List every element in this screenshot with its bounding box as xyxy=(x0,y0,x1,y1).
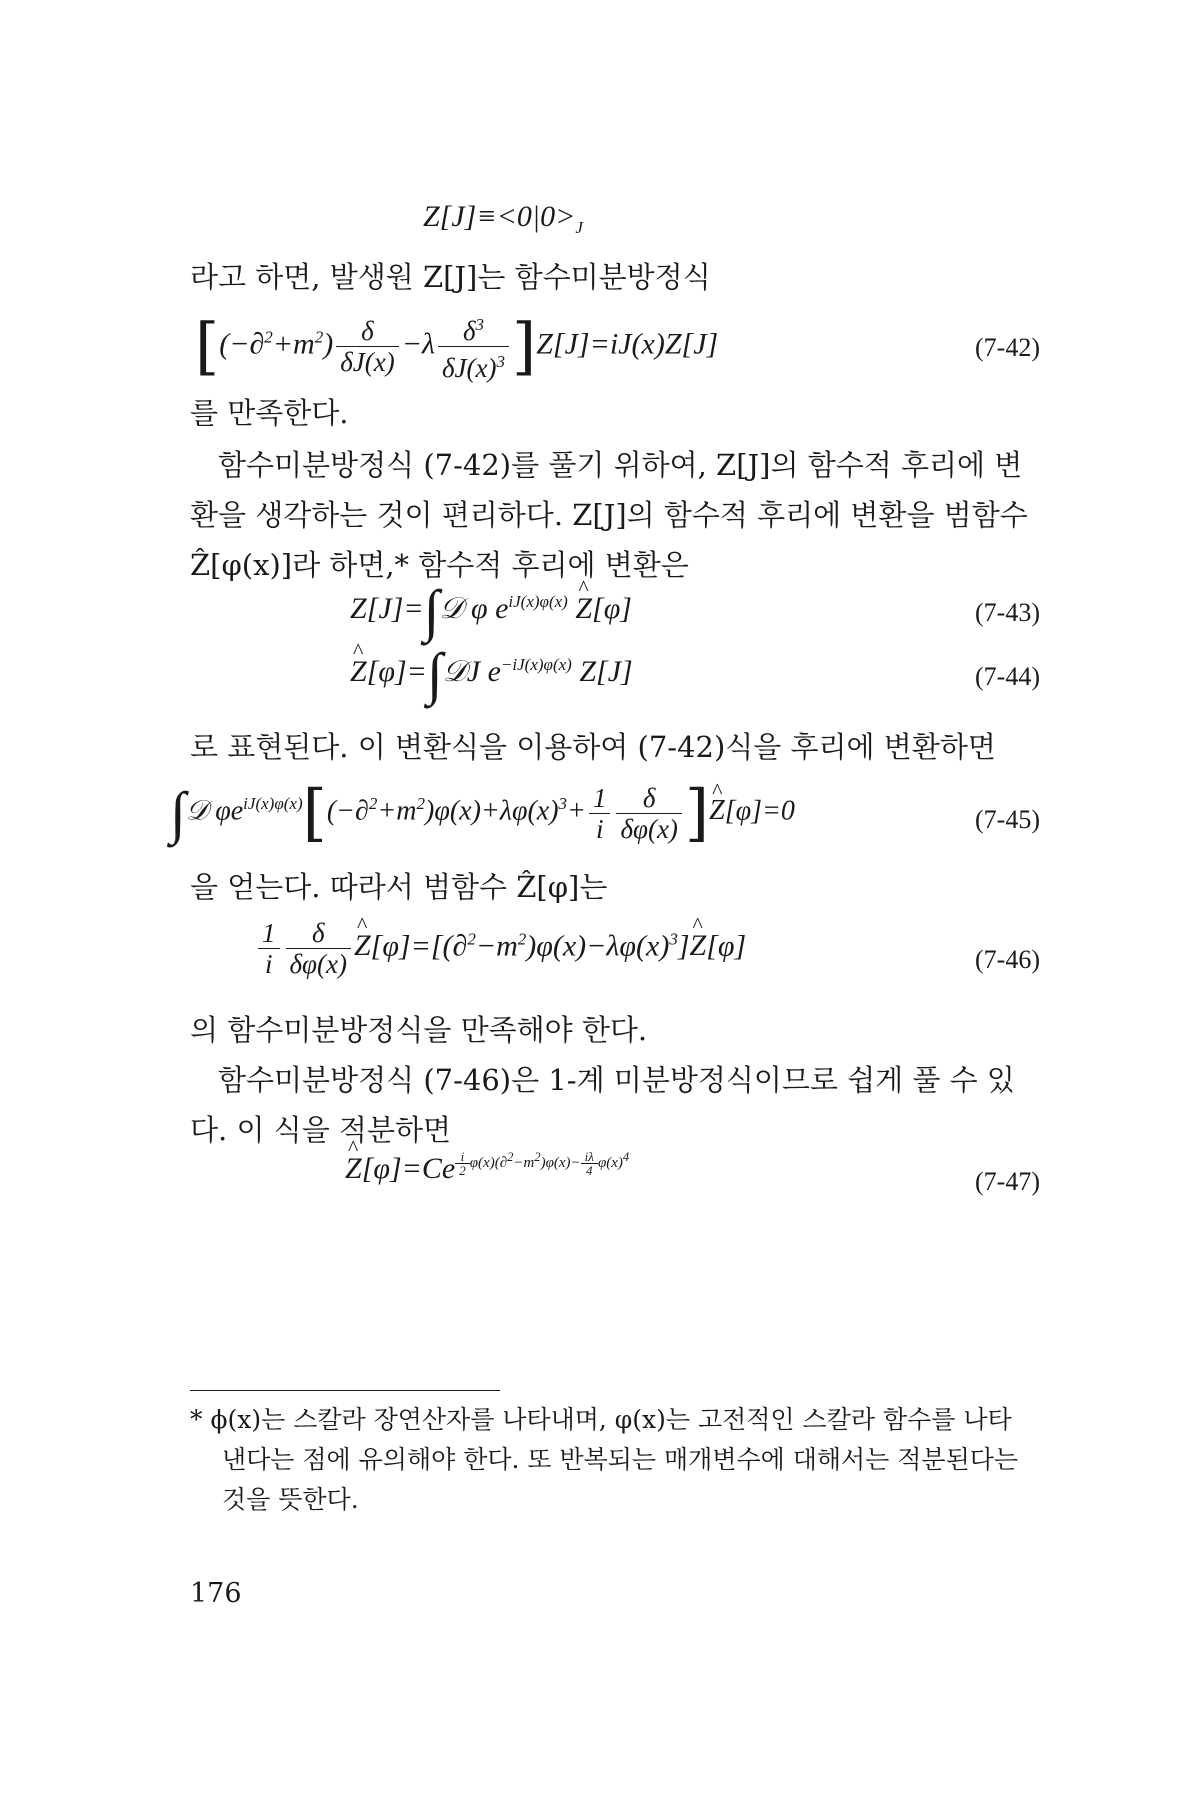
equation-7-46: $\frac{1}{i}$ $\frac{\delta}{\delta\varphi(x)}$ ^ $Z[\varphi]=[(\partial^2-m^2)\varphi(x)-\lambda\varphi(x)^3]\^{}$ Z[φ] xyxy=(255,918,746,979)
equation-7-44: ^ Z[φ]=∫𝒟J $e^{-iJ(x)\varphi(x)}$ Z[J] xyxy=(350,645,633,703)
equation-7-42: [$(-\partial^2+m^2)$ $\frac{\delta}{\delta J(x)}$ −λ $\frac{\delta^3}{\delta J(x)^3}$ ]Z[J]=iJ(x)Z[J] xyxy=(195,309,719,383)
footnote xyxy=(190,1400,1040,1520)
equation-number-7-47: (7-47) xyxy=(975,1167,1040,1196)
equation-number-7-44: (7-44) xyxy=(975,662,1040,691)
footnote-line: * ϕ(x)는 스칼라 장연산자를 나타내며, φ(x)는 고전적인 스칼라 함수를 나타 xyxy=(190,1405,1012,1434)
equation-7-43: Z[J]=∫𝒟 φ $e^{iJ(x)\varphi(x)}$ ^ Z[φ] xyxy=(350,582,632,640)
paragraph-solve: 함수미분방정식 (7-46)은 1-계 미분방정식이므로 쉽게 풀 수 있다. 이 식을 적분하면 xyxy=(190,1063,1015,1147)
paragraph-satisfies: 를 만족한다. xyxy=(190,396,349,430)
equation-number-7-43: (7-43) xyxy=(975,598,1040,627)
paragraph-intro: 라고 하면, 발생원 Z[J]는 함수미분방정식 xyxy=(190,260,711,294)
page-number: 176 xyxy=(190,1578,242,1609)
equation-7-47: ^ Z[φ]=Ce $^{\frac{i}{2} \varphi(x)(\partial^2-m^2)\varphi(x)- \frac{i\lambda}{4} \varphi(x)^4}$ xyxy=(345,1150,629,1186)
equation-number-7-42: (7-42) xyxy=(975,333,1040,362)
footnote-divider xyxy=(190,1390,500,1391)
equation-number-7-46: (7-46) xyxy=(975,945,1040,974)
footnote-line: 낸다는 점에 유의해야 한다. 또 반복되는 매개변수에 대해서는 적분된다는 xyxy=(222,1445,1019,1474)
footnote-line: 것을 뜻한다. xyxy=(222,1485,359,1514)
paragraph-obtain: 을 얻는다. 따라서 범함수 Ẑ[φ]는 xyxy=(190,870,608,904)
paragraph-transform: 로 표현된다. 이 변환식을 이용하여 (7-42)식을 후리에 변환하면 xyxy=(190,730,996,764)
equation-7-45: ∫𝒟 $\varphi e^{iJ(x)\varphi(x)}[(-\partial^2+m^2)\varphi(x)+\lambda\varphi(x)^3+$ $\frac{1}{i}$ $\frac{\delta}{\delta\varphi(x)}$ ]^ Z[φ]=0 xyxy=(170,782,795,844)
equation-definition: $Z[J]\equiv<0|0>_J$ xyxy=(423,200,583,237)
paragraph-must-satisfy: 의 함수미분방정식을 만족해야 한다. xyxy=(190,1013,648,1047)
equation-number-7-45: (7-45) xyxy=(975,805,1040,834)
paragraph-fourier: 함수미분방정식 (7-42)를 풀기 위하여, Z[J]의 함수적 후리에 변환을 생각하는 것이 편리하다. Z[J]의 함수적 후리에 변환을 범함수 Ẑ[φ(x)]라 하면,* 함수적 후리에 변환은 xyxy=(190,448,1028,582)
